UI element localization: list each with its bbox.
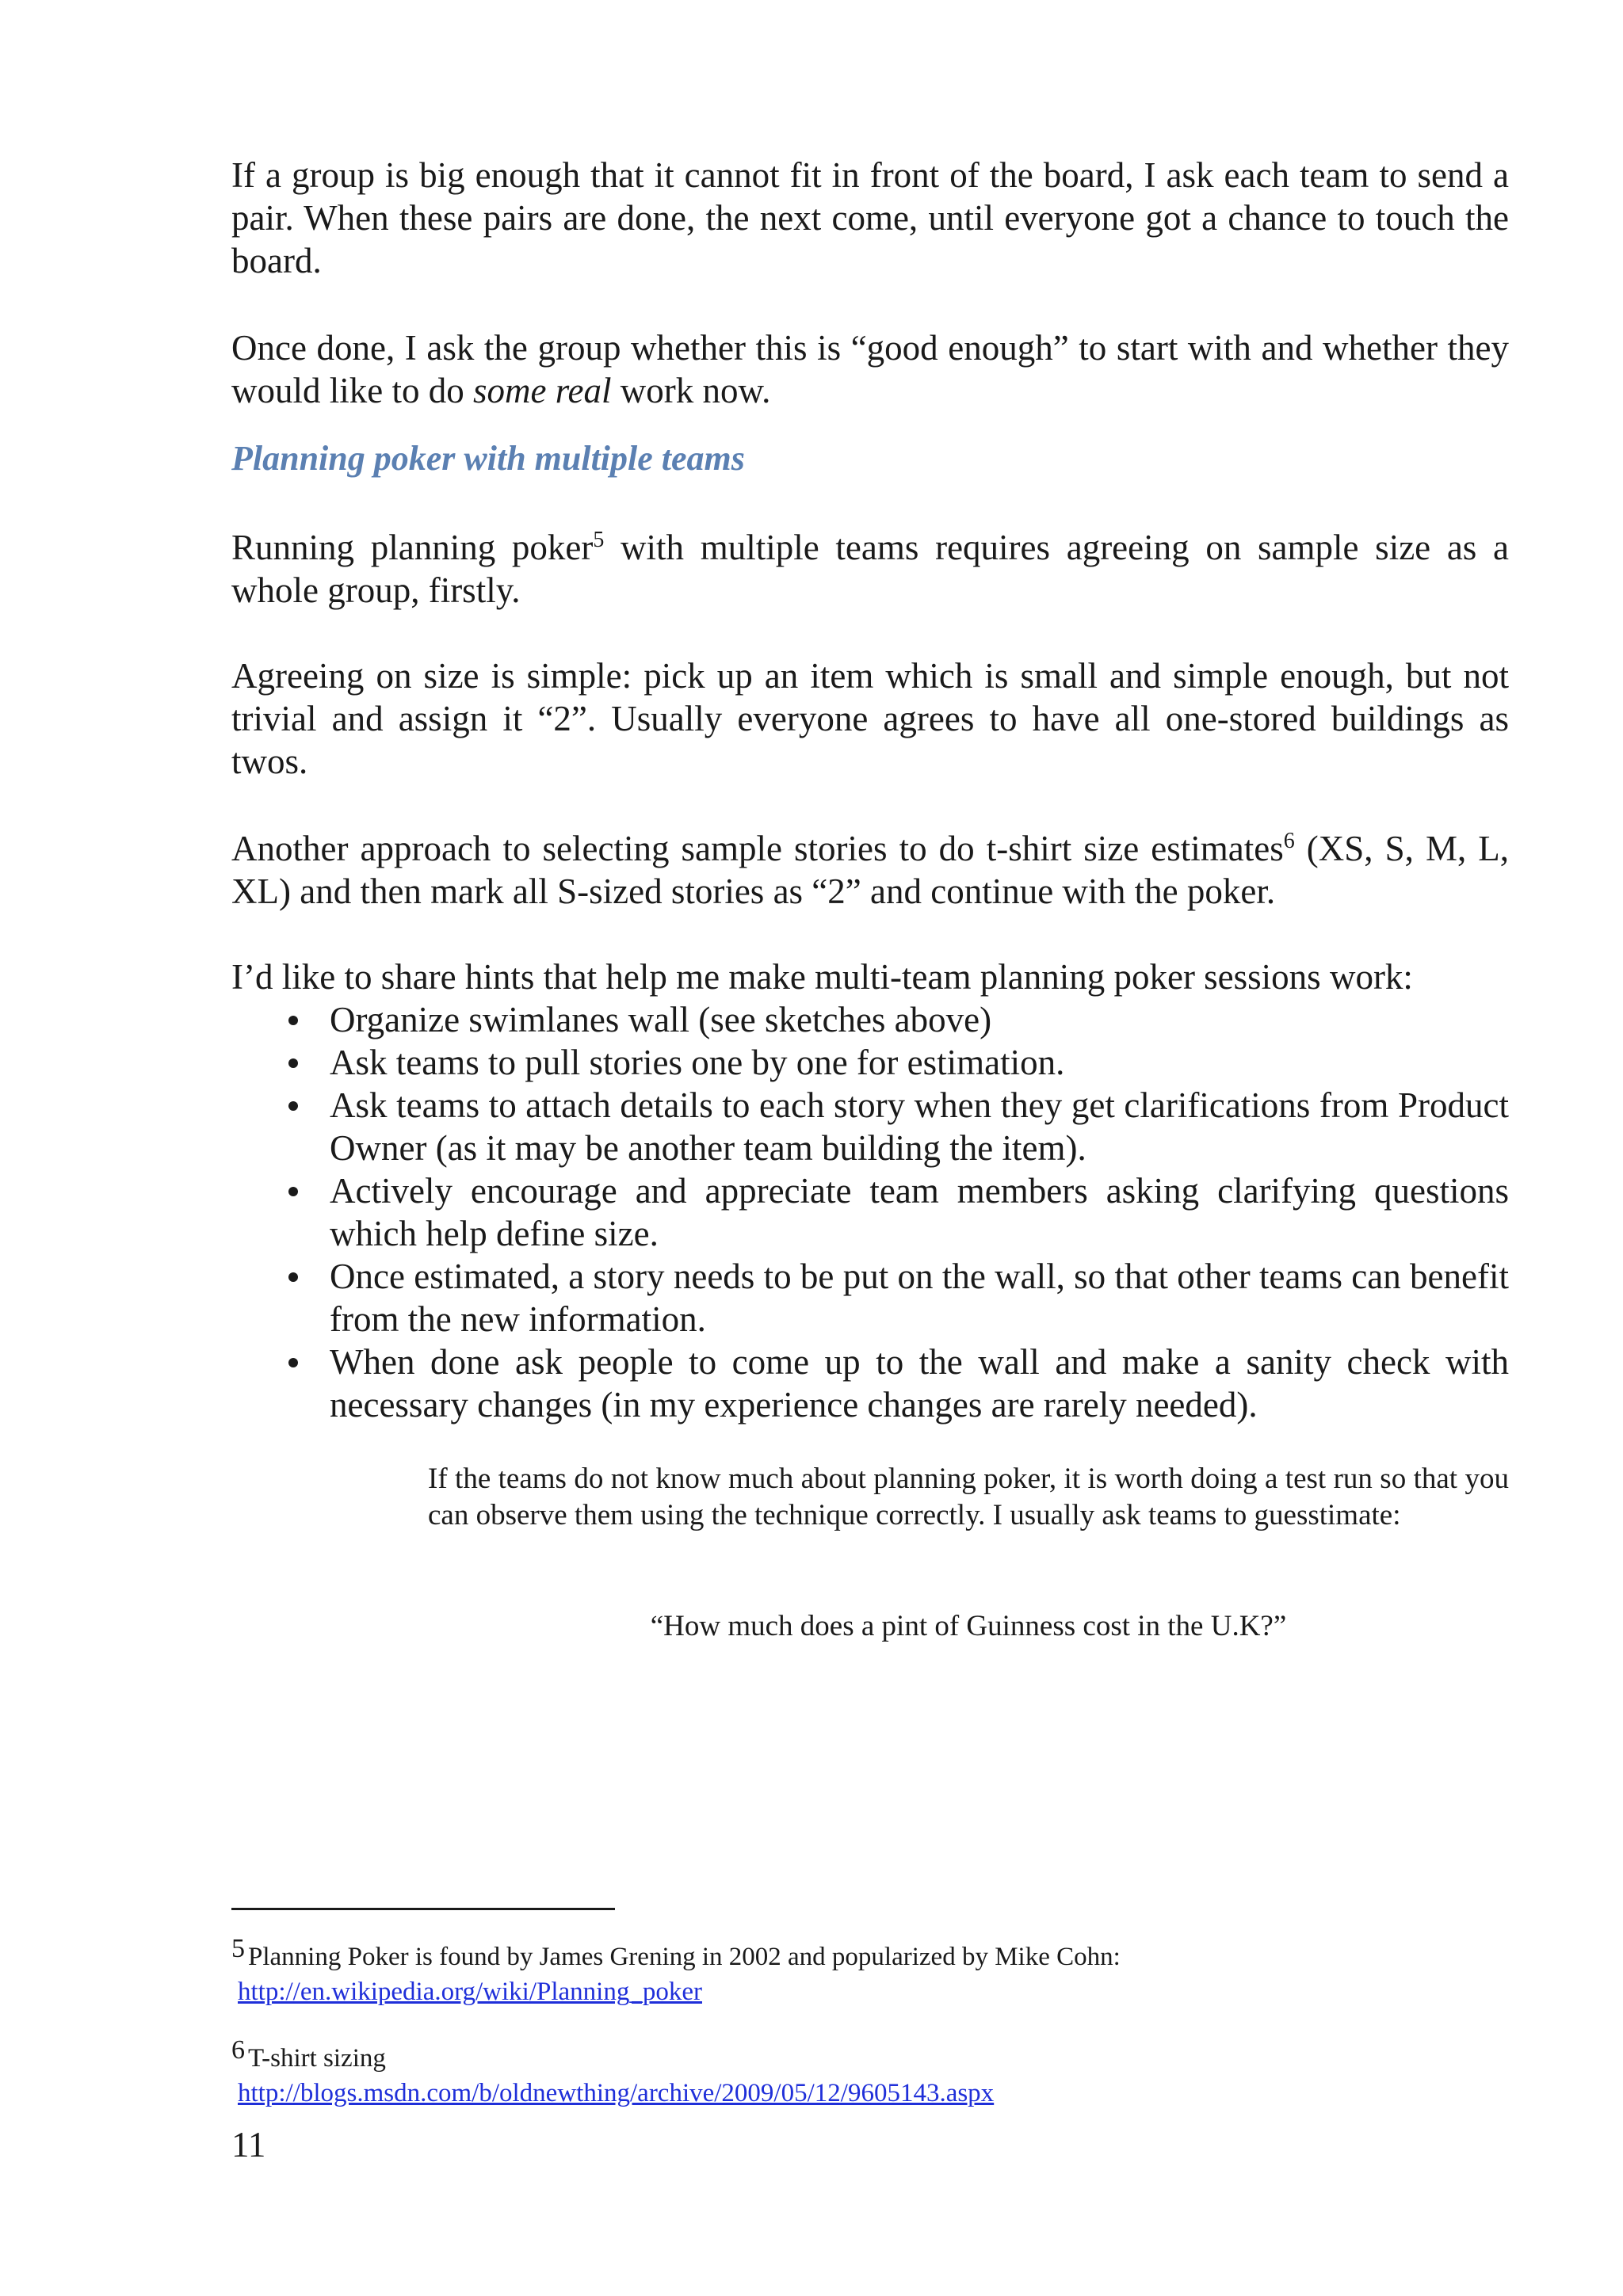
list-item [231, 1084, 1509, 1169]
paragraph-agreeing-size: Agreeing on size is simple: pick up an item which is small and simple enough, but not trivial and assign it “2”. Usually everyone agrees to have all one-stored buildings as twos. [231, 656, 1509, 781]
section-heading: Planning poker with multiple teams [231, 439, 745, 478]
footnote-6-number: 6 [231, 2035, 245, 2065]
paragraph-running-poker [231, 526, 1509, 612]
list-item-text: Once estimated, a story needs to be put on the wall, so that other teams can benefit from the new information. [330, 1257, 1509, 1339]
bullet-icon [288, 1101, 298, 1111]
footnote-6 [231, 2033, 1509, 2111]
list-item-text: When done ask people to come up to the wall and make a sanity check with necessary changes (in my experience changes are rarely needed). [330, 1342, 1509, 1425]
footnote-5-text: Planning Poker is found by James Grening in 2002 and popularized by Mike Cohn: [248, 1943, 1121, 1971]
note-paragraph: If the teams do not know much about planning poker, it is worth doing a test run so that you can observe them using the technique correctly. I usually ask teams to guesstimate: [428, 1463, 1509, 1531]
paragraph-hints-intro: I’d like to share hints that help me make multi-team planning poker sessions work: [231, 957, 1413, 997]
emphasis-some-real: some real [472, 371, 612, 410]
list-item [231, 1341, 1509, 1426]
footnote-5 [231, 1932, 1509, 2009]
paragraph-another-approach-text: Another approach to selecting sample stories to do t-shirt size estimates [231, 829, 1284, 868]
paragraph-another-approach [231, 827, 1509, 913]
footnote-5-number: 5 [231, 1934, 245, 1963]
paragraph-good-enough-end: work now. [611, 371, 771, 410]
footnote-6-text-line [231, 2033, 1509, 2076]
paragraph-another-approach-end: (XS, S, M, L, XL) and then mark all S-sized stories as “2” and continue with the poker. [231, 829, 1509, 911]
paragraph-group-size: If a group is big enough that it cannot fit in front of the board, I ask each team to send a pair. When these pairs are done, the next come, until everyone got a chance to touch the board. [231, 155, 1509, 280]
footnote-ref-5[interactable]: 5 [593, 528, 605, 552]
page-number: 11 [231, 2125, 266, 2164]
list-item [231, 1255, 1509, 1341]
bullet-icon [288, 1358, 298, 1367]
list-item-text: Organize swimlanes wall (see sketches above) [330, 1000, 992, 1039]
paragraph-good-enough [231, 326, 1509, 412]
footnote-6-text: T-shirt sizing [248, 2044, 386, 2073]
footnote-6-link[interactable]: http://blogs.msdn.com/b/oldnewthing/archive/2009/05/12/9605143.aspx [238, 2079, 995, 2107]
bullet-icon [288, 1272, 298, 1282]
bullet-icon [288, 1058, 298, 1068]
list-item-text: Ask teams to pull stories one by one for estimation. [330, 1043, 1065, 1082]
paragraph-running-poker-text: Running planning poker [231, 528, 594, 567]
list-item [231, 1041, 1509, 1084]
bullet-icon [288, 1187, 298, 1196]
list-item-text: Actively encourage and appreciate team members asking clarifying questions which help define size. [330, 1171, 1509, 1253]
hints-list [231, 998, 1509, 1426]
note-quote: “How much does a pint of Guinness cost in the U.K?” [650, 1610, 1287, 1642]
list-item-text: Ask teams to attach details to each story when they get clarifications from Product Owner (as it may be another team building the item). [330, 1085, 1509, 1168]
bullet-icon [288, 1016, 298, 1025]
footnote-5-link[interactable]: http://en.wikipedia.org/wiki/Planning_poker [238, 1978, 702, 2006]
footnote-5-text-line [231, 1932, 1509, 1974]
paragraph-running-poker-end: with multiple teams requires agreeing on sample size as a whole group, firstly. [231, 528, 1509, 610]
list-item [231, 998, 1509, 1041]
footnote-separator [231, 1908, 615, 1910]
paragraph-good-enough-text: Once done, I ask the group whether this is “good enough” to start with and whether they would like to do [231, 328, 1509, 410]
list-item [231, 1169, 1509, 1255]
footnote-ref-6[interactable]: 6 [1283, 829, 1295, 853]
